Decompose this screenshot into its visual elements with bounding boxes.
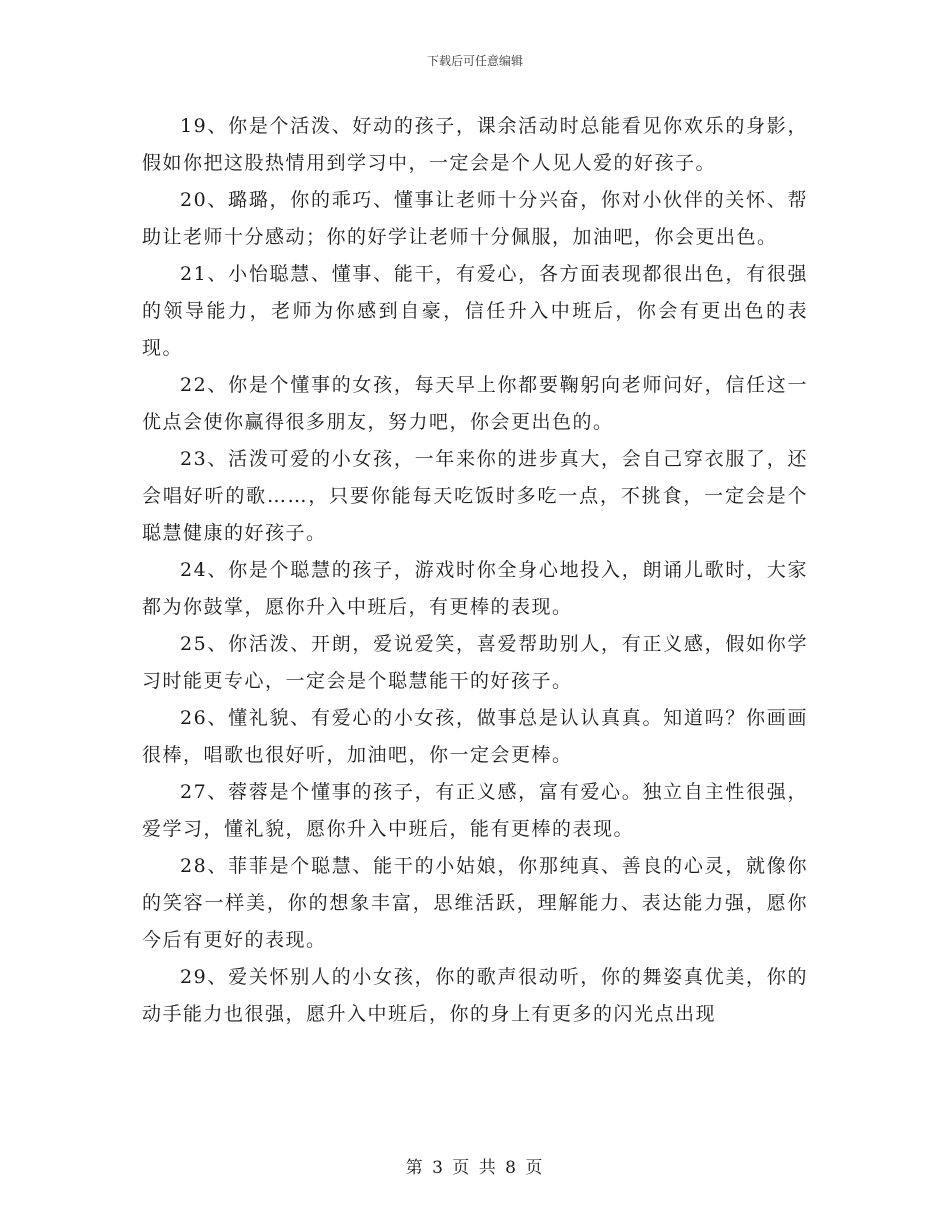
paragraph-26: 26、懂礼貌、有爱心的小女孩，做事总是认认真真。知道吗？你画画很棒，唱歌也很好听，加油吧，你一定会更棒。 bbox=[142, 707, 808, 766]
paragraph-23: 23、活泼可爱的小女孩，一年来你的进步真大，会自己穿衣服了，还会唱好听的歌……，只要你能每天吃饭时多吃一点，不挑食，一定会是个聪慧健康的好孩子。 bbox=[142, 448, 808, 544]
paragraph-29: 29、爱关怀别人的小女孩，你的歌声很动听，你的舞姿真优美，你的动手能力也很强，愿升入中班后，你的身上有更多的闪光点出现 bbox=[142, 966, 808, 1025]
paragraph-19: 19、你是个活泼、好动的孩子，课余活动时总能看见你欢乐的身影，假如你把这股热情用到学习中，一定会是个人见人爱的好孩子。 bbox=[142, 115, 808, 174]
paragraph-25: 25、你活泼、开朗，爱说爱笑，喜爱帮助别人，有正义感，假如你学习时能更专心，一定会是个聪慧能干的好孩子。 bbox=[142, 633, 808, 692]
paragraph-21: 21、小怡聪慧、懂事、能干，有爱心，各方面表现都很出色，有很强的领导能力，老师为你感到自豪，信任升入中班后，你会有更出色的表现。 bbox=[142, 263, 808, 359]
paragraph-24: 24、你是个聪慧的孩子，游戏时你全身心地投入，朗诵儿歌时，大家都为你鼓掌，愿你升入中班后，有更棒的表现。 bbox=[142, 559, 808, 618]
paragraph-20: 20、璐璐，你的乖巧、懂事让老师十分兴奋，你对小伙伴的关怀、帮助让老师十分感动；你的好学让老师十分佩服，加油吧，你会更出色。 bbox=[142, 189, 808, 248]
page-footer: 第 3 页 共 8 页 bbox=[405, 1158, 545, 1178]
document-body bbox=[142, 108, 808, 1033]
paragraph-22: 22、你是个懂事的女孩，每天早上你都要鞠躬向老师问好，信任这一优点会使你赢得很多朋友，努力吧，你会更出色的。 bbox=[142, 374, 808, 433]
page-header: 下载后可任意编辑 bbox=[426, 54, 523, 68]
paragraph-27: 27、蓉蓉是个懂事的孩子，有正义感，富有爱心。独立自主性很强，爱学习，懂礼貌，愿你升入中班后，能有更棒的表现。 bbox=[142, 781, 808, 840]
paragraph-28: 28、菲菲是个聪慧、能干的小姑娘，你那纯真、善良的心灵，就像你的笑容一样美，你的想象丰富，思维活跃，理解能力、表达能力强，愿你今后有更好的表现。 bbox=[142, 855, 808, 951]
